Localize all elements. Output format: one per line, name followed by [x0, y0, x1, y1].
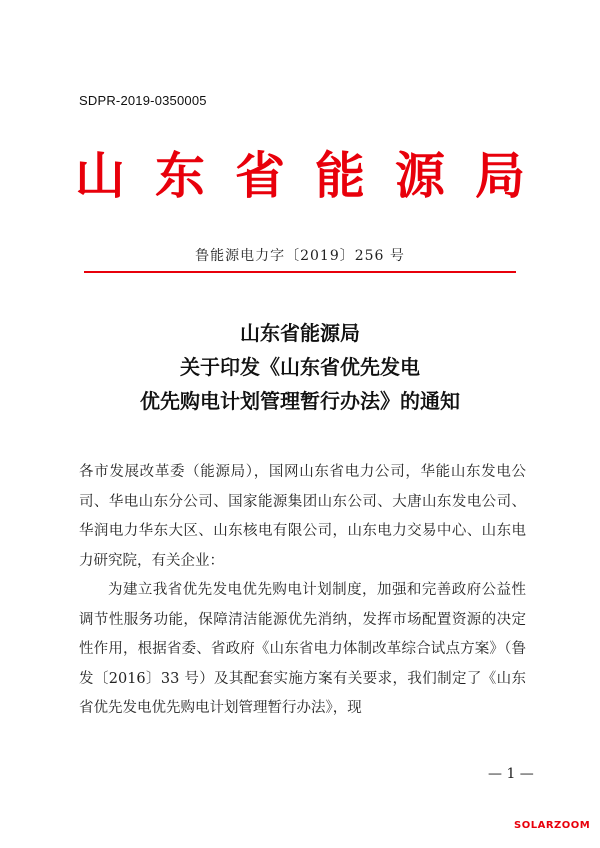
document-code: SDPR-2019-0350005	[79, 93, 207, 108]
page-number: — 1 —	[488, 766, 534, 782]
document-title	[0, 316, 600, 418]
document-body	[79, 458, 526, 724]
title-line-2: 关于印发《山东省优先发电	[180, 355, 420, 379]
solarzoom-watermark: SOLARZOOM	[514, 820, 591, 831]
document-number: 鲁能源电力字〔2019〕256 号	[195, 248, 405, 264]
recipients-paragraph: 各市发展改革委（能源局），国网山东省电力公司，华能山东发电公司、华电山东分公司、国家能源集团山东公司、大唐山东发电公司、华润电力华东大区、山东核电有限公司，山东电力交易中心、山东电力研究院，有关企业：	[79, 464, 526, 569]
title-line-3: 优先购电计划管理暂行办法》的通知	[140, 389, 460, 413]
issuing-authority-header: 山东省能源局	[75, 147, 555, 205]
title-line-1: 山东省能源局	[240, 321, 360, 345]
red-divider-line	[84, 271, 516, 273]
body-paragraph-1: 为建立我省优先发电优先购电计划制度，加强和完善政府公益性调节性服务功能，保障清洁能源优先消纳，发挥市场配置资源的决定性作用，根据省委、省政府《山东省电力体制改革综合试点方案》（鲁发〔2016〕33 号）及其配套实施方案有关要求，我们制定了《山东省优先发电优先购电计划管理暂行办法》，现	[79, 582, 526, 716]
